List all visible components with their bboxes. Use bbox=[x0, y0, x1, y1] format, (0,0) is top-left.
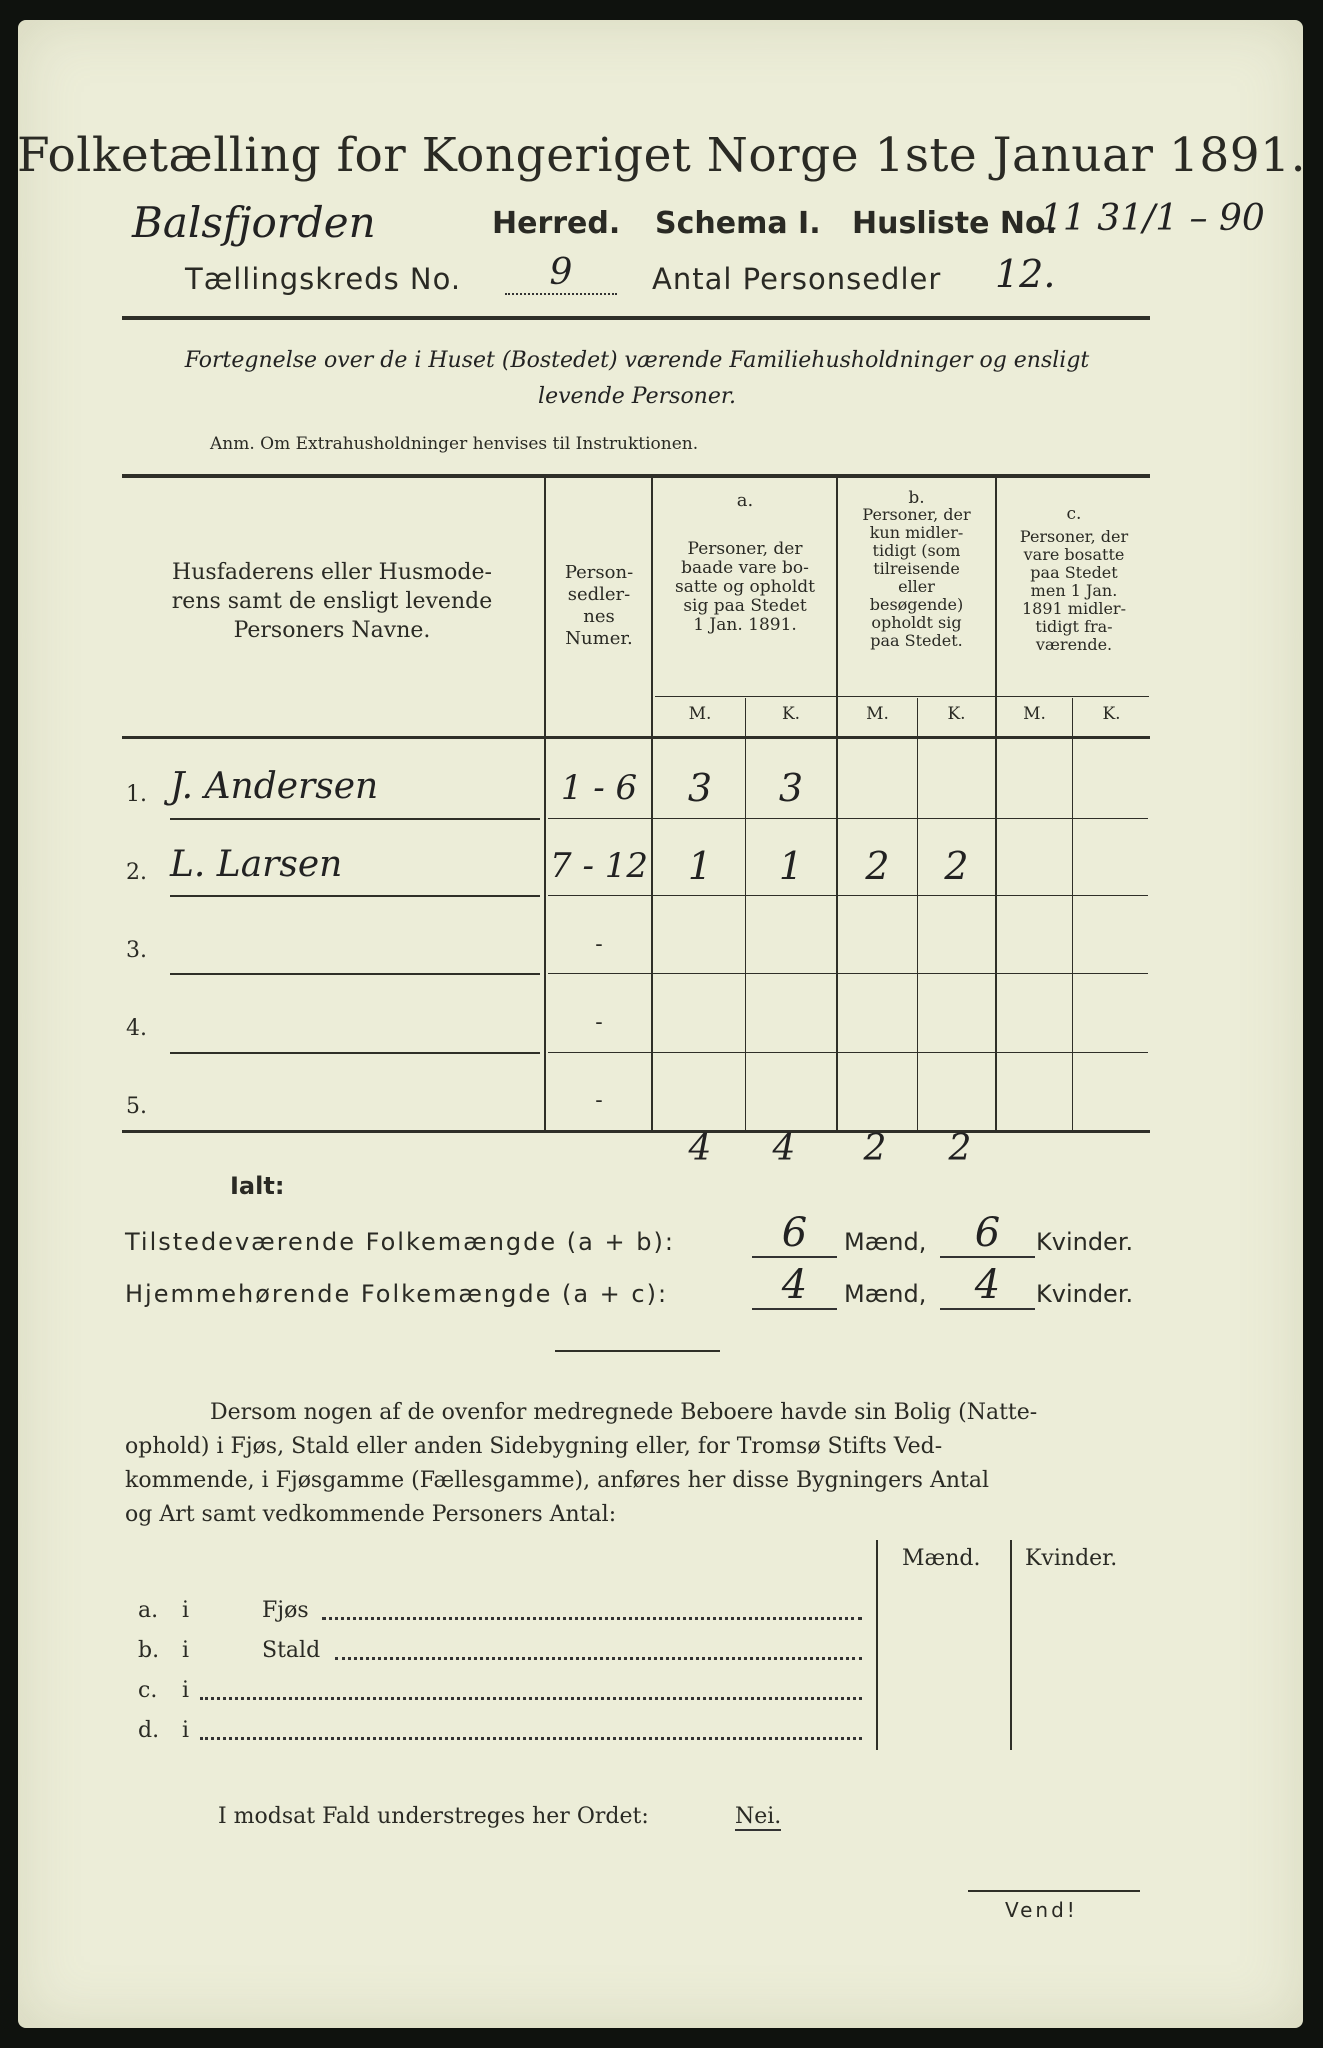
buildings-paragraph-line: og Art samt vedkommende Personers Antal: bbox=[125, 1502, 617, 1527]
names-column-header bbox=[122, 558, 542, 645]
row-number: 1. bbox=[126, 782, 147, 807]
names-header-line: rens samt de ensligt levende bbox=[171, 589, 493, 614]
total-a-m: 4 bbox=[688, 1128, 712, 1169]
modsat-word-nei: Nei. bbox=[735, 1804, 782, 1829]
building-item-letter: b. bbox=[138, 1638, 160, 1663]
a-m-label: M. bbox=[688, 704, 712, 724]
col-b-header bbox=[839, 506, 994, 650]
buildings-divider-1 bbox=[876, 1540, 878, 1750]
row-b-k: 2 bbox=[944, 844, 969, 888]
hjemme-men: 4 bbox=[752, 1262, 837, 1310]
antal-value: 12. bbox=[995, 252, 1056, 296]
buildings-paragraph-line: Dersom nogen af de ovenfor medregnede Beboere havde sin Bolig (Natte- bbox=[210, 1400, 1038, 1425]
tilstede-men: 6 bbox=[752, 1210, 837, 1258]
divider-c-mk bbox=[1072, 698, 1073, 1132]
col-c-letter: c. bbox=[1066, 504, 1082, 524]
hjemme-label: Hjemmehørende Folkemængde (a + c): bbox=[125, 1280, 669, 1308]
kreds-value: 9 bbox=[505, 252, 617, 295]
tilstede-label: Tilstedeværende Folkemængde (a + b): bbox=[125, 1228, 675, 1256]
row-a-m: 1 bbox=[687, 844, 713, 888]
c-k-label: K. bbox=[1102, 704, 1121, 724]
b-k-label: K. bbox=[947, 704, 966, 724]
divider-numer bbox=[651, 476, 653, 1132]
row-line bbox=[170, 973, 540, 975]
antal-label: Antal Personsedler bbox=[652, 262, 942, 296]
col-b-header-line: tilreisende bbox=[873, 559, 960, 578]
col-c-header bbox=[998, 528, 1150, 654]
a-k-label: K. bbox=[781, 704, 801, 724]
building-item-dots bbox=[200, 1737, 862, 1740]
building-item-letter: c. bbox=[138, 1678, 158, 1703]
numer-header-line: Person- bbox=[564, 562, 634, 583]
col-c-header-line: tidigt fra- bbox=[1035, 617, 1113, 636]
tilstede-kvinder-label: Kvinder. bbox=[1036, 1228, 1134, 1256]
building-item-label: Fjøs bbox=[262, 1598, 309, 1623]
col-c-header-line: men 1 Jan. bbox=[1030, 581, 1118, 600]
intro-heading-line2: levende Personer. bbox=[538, 384, 736, 409]
building-item-i: i bbox=[182, 1638, 190, 1663]
buildings-divider-2 bbox=[1010, 1540, 1012, 1750]
buildings-paragraph-line: ophold) i Fjøs, Stald eller anden Sidebygning eller, for Tromsø Stifts Ved- bbox=[125, 1434, 943, 1459]
total-a-k: 4 bbox=[772, 1128, 796, 1169]
col-b-header-line: opholdt sig bbox=[871, 613, 962, 632]
row-line bbox=[170, 818, 540, 820]
col-a-header-line: 1 Jan. 1891. bbox=[693, 615, 797, 635]
building-item-label: Stald bbox=[262, 1638, 321, 1663]
row-numer: 7 - 12 bbox=[550, 846, 648, 886]
ialt-label: Ialt: bbox=[230, 1172, 285, 1200]
row-a-m: 3 bbox=[687, 766, 713, 810]
schema-label: Schema I. bbox=[655, 206, 821, 241]
col-a-header bbox=[655, 540, 835, 635]
col-b-header-line: besøgende) bbox=[869, 595, 964, 614]
census-form-page bbox=[18, 20, 1303, 2028]
col-b-header-line: eller bbox=[898, 577, 935, 596]
building-item-dots bbox=[322, 1617, 862, 1620]
c-m-label: M. bbox=[1023, 704, 1046, 724]
col-b-header-line: tidigt (som bbox=[872, 541, 961, 560]
col-c-header-line: Personer, der bbox=[1019, 527, 1129, 546]
divider-b bbox=[995, 476, 997, 1132]
row-line bbox=[548, 895, 1148, 896]
mk-subheader-rule bbox=[655, 696, 1149, 697]
intro-note: Anm. Om Extrahusholdninger henvises til Instruktionen. bbox=[210, 434, 699, 454]
col-b-header-line: Personer, der bbox=[862, 505, 971, 524]
vend-label: Vend! bbox=[1005, 1898, 1078, 1922]
building-item-i: i bbox=[182, 1718, 190, 1743]
col-a-header-line: sig paa Stedet bbox=[683, 596, 807, 616]
vend-rule bbox=[968, 1890, 1140, 1892]
row-line bbox=[170, 895, 540, 897]
row-name: L. Larsen bbox=[170, 844, 343, 885]
row-line bbox=[548, 818, 1148, 819]
modsat-text: I modsat Fald understreges her Ordet: bbox=[218, 1804, 649, 1829]
buildings-paragraph bbox=[125, 1396, 1155, 1532]
summary-divider bbox=[555, 1350, 720, 1352]
building-item-i: i bbox=[182, 1678, 190, 1703]
col-b-header-line: kun midler- bbox=[869, 523, 964, 542]
row-numer: 1 - 6 bbox=[560, 768, 638, 808]
total-b-m: 2 bbox=[863, 1128, 887, 1169]
names-header-line: Personers Navne. bbox=[233, 618, 431, 643]
col-a-header-line: baade vare bo- bbox=[681, 558, 809, 578]
row-number: 5. bbox=[126, 1094, 147, 1119]
numer-header-line: Numer. bbox=[565, 628, 633, 649]
hjemme-maend-label: Mænd, bbox=[844, 1280, 927, 1308]
kreds-label: Tællingskreds No. bbox=[185, 262, 462, 296]
numer-header-line: sedler- bbox=[567, 584, 631, 605]
building-item-i: i bbox=[182, 1598, 190, 1623]
intro-heading-line1: Fortegnelse over de i Huset (Bostedet) værende Familiehusholdninger og ensligt bbox=[184, 348, 1090, 373]
b-m-label: M. bbox=[866, 704, 889, 724]
row-number: 3. bbox=[126, 938, 147, 963]
hjemme-women: 4 bbox=[940, 1262, 1035, 1310]
herred-value: Balsfjorden bbox=[132, 198, 376, 247]
col-b-letter: b. bbox=[908, 488, 925, 508]
row-line bbox=[548, 1052, 1148, 1053]
divider-b-mk bbox=[917, 698, 918, 1132]
row-a-k: 3 bbox=[778, 766, 804, 810]
row-number: 4. bbox=[126, 1016, 147, 1041]
numer-header-line: nes bbox=[583, 606, 615, 627]
buildings-paragraph-line: kommende, i Fjøsgamme (Fællesgamme), anføres her disse Bygningers Antal bbox=[125, 1468, 989, 1493]
buildings-maend-header: Mænd. bbox=[902, 1546, 981, 1571]
col-c-header-line: vare bosatte bbox=[1023, 545, 1125, 564]
husliste-value: 11 31/1 – 90 bbox=[1040, 198, 1265, 239]
divider-a-mk bbox=[745, 698, 746, 1132]
numer-column-header bbox=[548, 562, 650, 650]
form-title: Folketælling for Kongeriget Norge 1ste Januar 1891. bbox=[16, 128, 1307, 183]
row-numer: - bbox=[595, 1010, 603, 1035]
row-line bbox=[170, 1052, 540, 1054]
building-item-letter: a. bbox=[138, 1598, 159, 1623]
building-item-dots bbox=[335, 1657, 862, 1660]
tilstede-women: 6 bbox=[940, 1210, 1035, 1258]
buildings-kvinder-header: Kvinder. bbox=[1025, 1546, 1118, 1571]
building-item-letter: d. bbox=[138, 1718, 160, 1743]
row-b-m: 2 bbox=[865, 844, 890, 888]
hjemme-kvinder-label: Kvinder. bbox=[1036, 1280, 1134, 1308]
row-name: J. Andersen bbox=[170, 766, 379, 807]
total-b-k: 2 bbox=[948, 1128, 972, 1169]
row-number: 2. bbox=[126, 860, 147, 885]
col-c-header-line: værende. bbox=[1035, 635, 1113, 654]
col-c-header-line: 1891 midler- bbox=[1022, 599, 1126, 618]
col-b-header-line: paa Stedet. bbox=[870, 631, 963, 650]
names-header-line: Husfaderens eller Husmode- bbox=[172, 560, 492, 585]
row-line bbox=[548, 973, 1148, 974]
herred-label: Herred. bbox=[492, 206, 621, 241]
row-numer: - bbox=[595, 932, 603, 957]
row-a-k: 1 bbox=[778, 844, 804, 888]
col-c-header-line: paa Stedet bbox=[1030, 563, 1118, 582]
col-a-header-line: satte og opholdt bbox=[675, 577, 815, 597]
divider-names bbox=[544, 476, 546, 1132]
col-a-header-line: Personer, der bbox=[687, 539, 803, 559]
divider-a bbox=[836, 476, 838, 1132]
husliste-label: Husliste No. bbox=[852, 206, 1057, 241]
tilstede-maend-label: Mænd, bbox=[844, 1228, 927, 1256]
header-rule bbox=[122, 316, 1150, 320]
building-item-dots bbox=[200, 1697, 862, 1700]
col-a-letter: a. bbox=[736, 490, 754, 511]
row-numer: - bbox=[595, 1088, 603, 1113]
